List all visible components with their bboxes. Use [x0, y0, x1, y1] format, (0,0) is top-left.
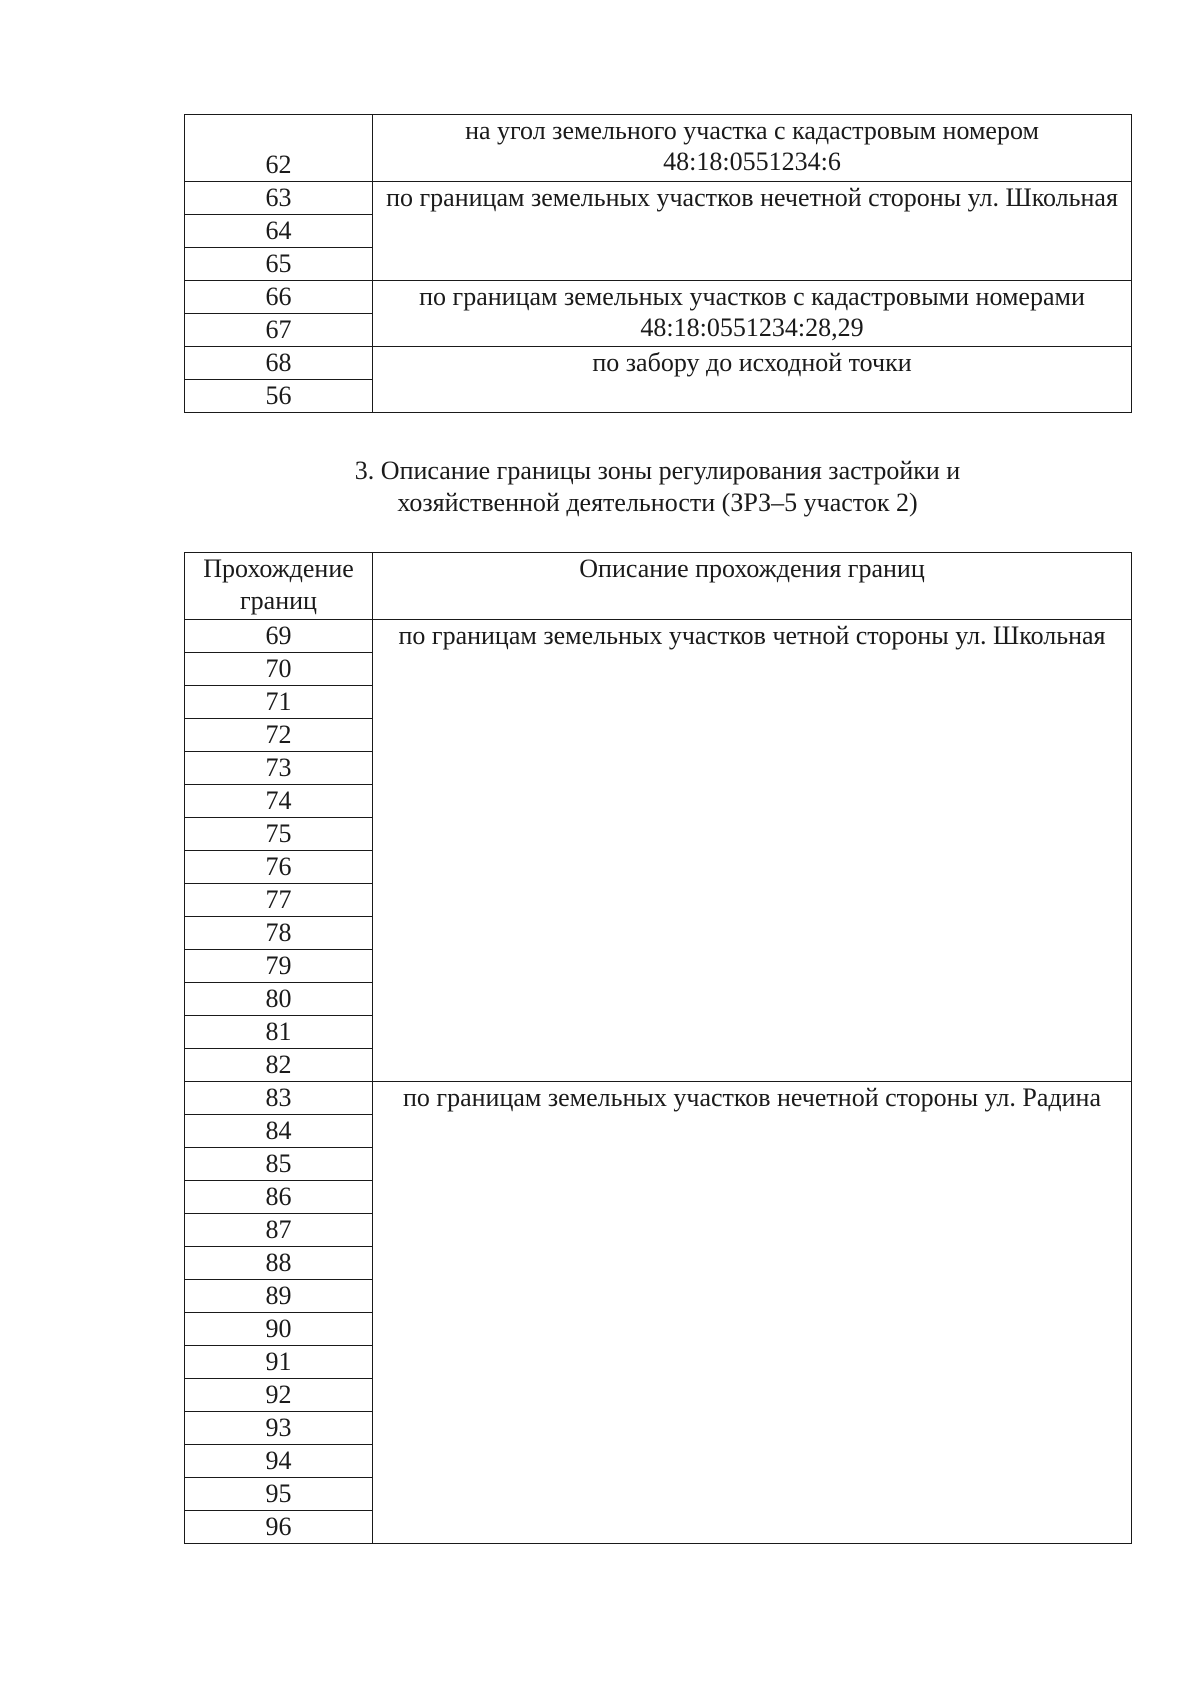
section-heading — [184, 455, 1131, 519]
point-number: 78 — [185, 917, 373, 950]
point-number: 96 — [185, 1511, 373, 1544]
column-header-points: Прохождение границ — [185, 553, 373, 620]
boundary-table-zone-1 — [184, 114, 1132, 413]
table-row — [185, 347, 1132, 380]
point-number: 67 — [185, 314, 373, 347]
point-number: 73 — [185, 752, 373, 785]
point-number: 92 — [185, 1379, 373, 1412]
description-text: по границам земельных участков с кадастровыми номерами 48:18:0551234:28,29 — [419, 282, 1085, 342]
point-number: 89 — [185, 1280, 373, 1313]
point-number: 91 — [185, 1346, 373, 1379]
point-number: 69 — [185, 620, 373, 653]
section-heading-line1: 3. Описание границы зоны регулирования застройки и — [354, 456, 961, 485]
point-number: 71 — [185, 686, 373, 719]
table-row — [185, 620, 1132, 653]
boundary-description — [373, 281, 1132, 347]
point-number: 95 — [185, 1478, 373, 1511]
point-number: 63 — [185, 182, 373, 215]
boundary-description — [373, 1082, 1132, 1544]
description-text: по границам земельных участков нечетной стороны ул. Радина — [403, 1083, 1101, 1112]
table-row — [185, 281, 1132, 314]
point-number: 81 — [185, 1016, 373, 1049]
description-text: по забору до исходной точки — [592, 348, 912, 377]
point-number: 56 — [185, 380, 373, 413]
point-number: 66 — [185, 281, 373, 314]
table-header-row — [185, 553, 1132, 620]
description-text: по границам земельных участков четной стороны ул. Школьная — [398, 621, 1106, 650]
table-row — [185, 1082, 1132, 1115]
point-number: 65 — [185, 248, 373, 281]
column-header-description: Описание прохождения границ — [373, 553, 1132, 620]
point-number: 64 — [185, 215, 373, 248]
point-number: 93 — [185, 1412, 373, 1445]
point-number: 68 — [185, 347, 373, 380]
point-number: 79 — [185, 950, 373, 983]
point-number: 85 — [185, 1148, 373, 1181]
point-number: 82 — [185, 1049, 373, 1082]
point-number: 86 — [185, 1181, 373, 1214]
boundary-description — [373, 347, 1132, 413]
description-text: на угол земельного участка с кадастровым номером 48:18:0551234:6 — [465, 116, 1039, 176]
point-number: 75 — [185, 818, 373, 851]
point-number: 62 — [185, 115, 373, 182]
boundary-description — [373, 115, 1132, 182]
point-number: 72 — [185, 719, 373, 752]
section-heading-line2: хозяйственной деятельности (ЗРЗ–5 участок 2) — [397, 488, 918, 517]
table-row — [185, 115, 1132, 182]
point-number: 84 — [185, 1115, 373, 1148]
point-number: 80 — [185, 983, 373, 1016]
point-number: 83 — [185, 1082, 373, 1115]
point-number: 94 — [185, 1445, 373, 1478]
point-number: 77 — [185, 884, 373, 917]
description-text: по границам земельных участков нечетной стороны ул. Школьная — [386, 183, 1118, 212]
table-row — [185, 182, 1132, 215]
point-number: 70 — [185, 653, 373, 686]
boundary-description — [373, 620, 1132, 1082]
point-number: 76 — [185, 851, 373, 884]
boundary-table-zone-2 — [184, 552, 1132, 1544]
point-number: 90 — [185, 1313, 373, 1346]
point-number: 87 — [185, 1214, 373, 1247]
point-number: 74 — [185, 785, 373, 818]
boundary-description — [373, 182, 1132, 281]
point-number: 88 — [185, 1247, 373, 1280]
